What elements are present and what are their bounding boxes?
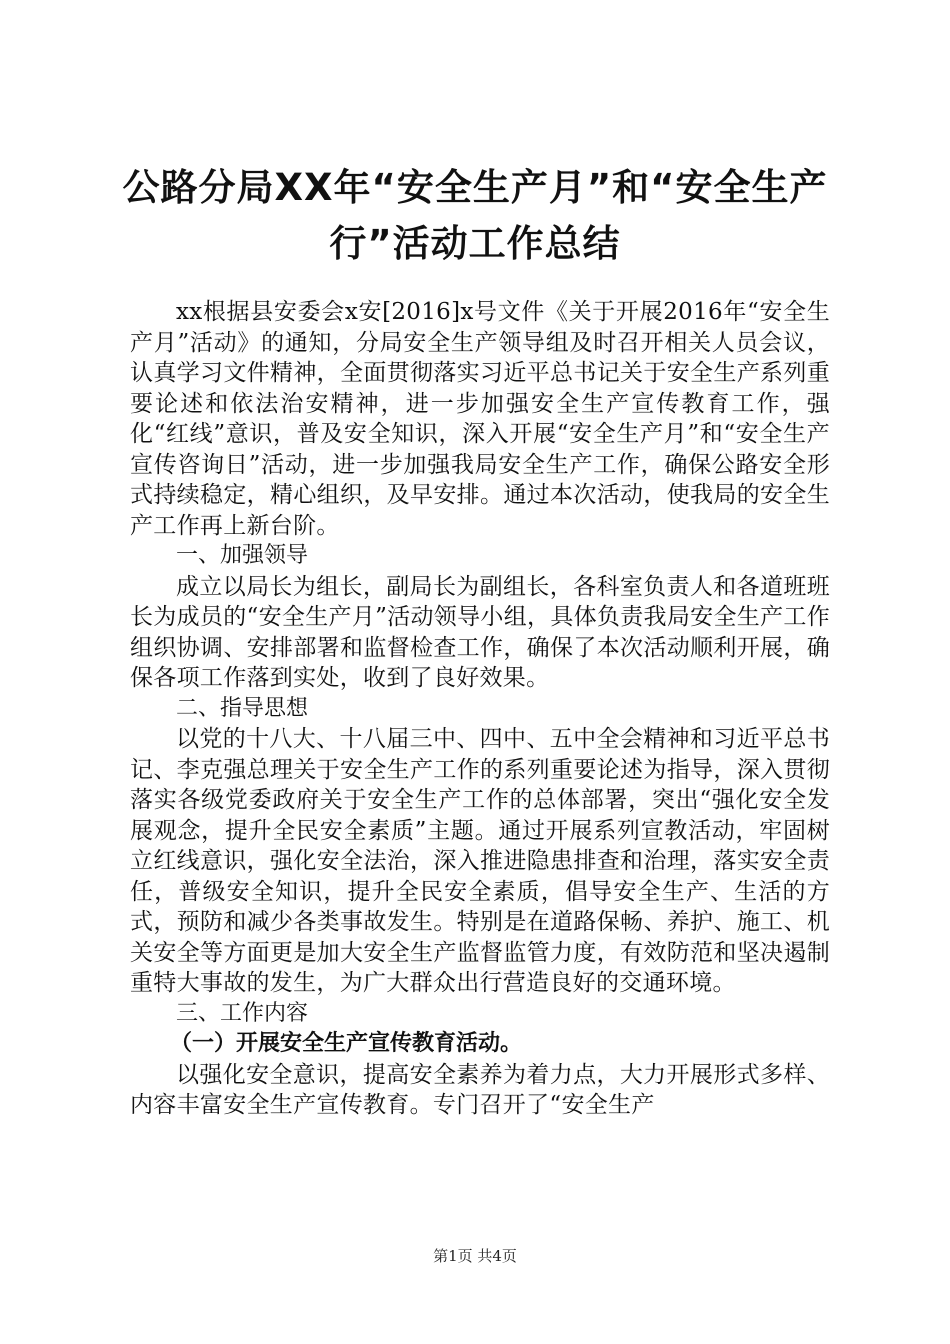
section-paragraph-guiding-thought: 以党的十八大、十八届三中、四中、五中全会精神和习近平总书记、李克强总理关于安全生产工作的系列重要论述为指导，深入贯彻落实各级党委政府关于安全生产工作的总体部署，突出“强化安全发展观念，提升全民安全素质”主题。通过开展系列宣教活动，牢固树立红线意识，强化安全法治，深入推进隐患排查和治理，落实安全责任，普级安全知识，提升全民安全素质，倡导安全生产、生活的方式，预防和减少各类事故发生。特别是在道路保畅、养护、施工、机关安全等方面更是加大安全生产监督监管力度，有效防范和坚决遏制重特大事故的发生，为广大群众出行营造良好的交通环境。 xyxy=(130,726,830,996)
section-paragraph-safety-education: 以强化安全意识，提高安全素养为着力点，大力开展形式多样、内容丰富安全生产宣传教育。专门召开了“安全生产 xyxy=(130,1061,830,1118)
section-heading-work-content: 三、工作内容 xyxy=(176,1000,309,1026)
section-heading-leadership: 一、加强领导 xyxy=(176,543,309,568)
document-body xyxy=(130,297,830,1121)
subsection-heading-safety-education: （一）开展安全生产宣传教育活动。 xyxy=(170,1031,523,1056)
intro-paragraph: xx根据县安委会x安[2016]x号文件《关于开展2016年“安全生产月”活动》的通知，分局安全生产领导组及时召开相关人员会议，认真学习文件精神，全面贯彻落实习近平总书记关于安全生产系列重要论述和依法治安精神，进一步加强安全生产宣传教育工作，强化“红线”意识，普及安全知识，深入开展“安全生产月”和“安全生产宣传咨询日”活动，进一步加强我局安全生产工作，确保公路安全形式持续稳定，精心组织，及早安排。通过本次活动，使我局的安全生产工作再上新台阶。 xyxy=(130,299,830,539)
section-paragraph-leadership: 成立以局长为组长，副局长为副组长，各科室负责人和各道班班长为成员的“安全生产月”活动领导小组，具体负责我局安全生产工作组织协调、安排部署和监督检查工作，确保了本次活动顺利开展，确保各项工作落到实处，收到了良好效果。 xyxy=(130,573,830,691)
section-heading-guiding-thought: 二、指导思想 xyxy=(176,695,309,721)
document-title: 公路分局XX年“安全生产月”和“安全生产行”活动工作总结 xyxy=(122,166,828,265)
page-footer: 第1页 共4页 xyxy=(433,1247,517,1265)
